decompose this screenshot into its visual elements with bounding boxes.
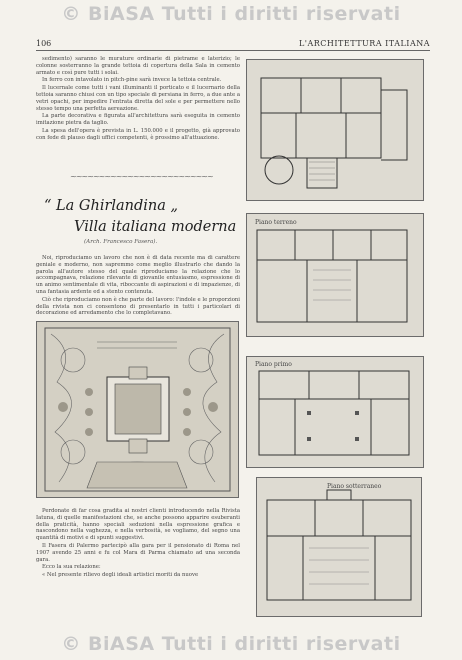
watermark-top: © BiASA Tutti i diritti riservati [61,3,401,25]
text-column-top [36,56,240,143]
plan-label: Piano primo [255,361,292,368]
text-column-bottom [36,508,240,580]
floor-plan-drawing-2 [247,214,423,336]
section-ornament: ~~~~~~~~~~~~~~~~~~~~~~~~~ [70,172,213,181]
article-title: “ La Ghirlandina „ [44,198,179,214]
article-subtitle: Villa italiana moderna [74,219,237,235]
paragraph: « Nel presente rilievo degli ideali artistici moriti da nuove [42,572,199,579]
article-byline: (Arch. Francesco Fasera). [84,239,158,245]
floor-plan-drawing-3 [247,357,423,467]
paragraph: Noi, riproduciamo un lavoro che non è di data recente ma di carattere geniale e moderno, non sapremmo come meglio illustrarlo che dando la parola all'autore stesso del quale riproduciamo la relazione che lo accompagnava, relazione rilevante di giovanile entusiasmo, espressione di un animo sentimentale di vita, riboccante di aspirazioni e di impazienze, di una fantasia ardente ed a stento contenuta. [36,255,240,295]
floor-plan-drawing-1 [247,60,423,200]
paragraph: Il Fasera di Palermo partecipò alla gara per il pensionato di Roma nel 1907 avendo 25 anni e fu col Mara di Parma chiamato ad una seconda gara. [36,542,240,563]
magazine-title: L'ARCHITETTURA ITALIANA [298,39,430,48]
page-header [36,38,430,51]
floor-plan-figure-4 [256,477,422,617]
paragraph: In ferro con intavolato in pitch-pine sarà invece la tettoia centrale. [42,77,222,84]
paragraph: Ciò che riproduciamo non è che parte del lavoro: l'indole e le proporzioni della rivista non ci consentono di presentarlo in tutti i particolari di decorazione ed arredamento che lo completavano. [36,296,240,317]
paragraph: Ecco la sua relazione: [42,564,101,571]
floor-plan-figure-2 [246,213,424,337]
plan-label: Piano sotterraneo [327,483,382,490]
paragraph: La parte decorativa e figurata all'architettura sarà eseguita in cemento imitazione pietra da taglio. [36,113,240,127]
paragraph: Perdonate di far cosa gradita ai nostri clienti introducendo nella Rivista Iatuna, di quelle manifestazioni che, se anche possono apparire esuberanti della praticità, hanno speciali seduzioni nella espressione grafica e nascondono nella vaghezza, e nella verbosità, se vogliamo, del segno una quantità di motivi e di spunti suggestivi. [36,508,240,542]
garden-plan-drawing [37,322,238,497]
page-number: 106 [36,39,52,48]
paragraph: La spesa dell'opera è prevista in L. 150.000 e il progetto, già approvato con fede di plauso dagli uffici competenti, è prossimo all'attuazione. [36,127,240,141]
text-column-middle [36,255,240,318]
floor-plan-figure-1 [246,59,424,201]
plan-label: Piano terreno [255,219,297,226]
garden-plan-figure [36,321,239,498]
paragraph: sedimento) saranno le murature ordinarie di pietrame e laterizio; le colonne sosterranno la grande tettoia di copertura della Sala in cemento armato e così pure tutti i solai. [36,56,240,76]
floor-plan-figure-3 [246,356,424,468]
watermark-bottom: © BiASA Tutti i diritti riservati [61,633,401,655]
paragraph: Il lucernale come tutti i vani illuminanti il porticato e il lucernario della tettoia saranno chiusi con un tipo speciale di persiana in ferro, a due ante a vetri opachi, per impedire l'entrata diretta del sole e per permettere nello stesso tempo una perfetta aereazione. [36,85,240,112]
floor-plan-drawing-4 [257,478,421,616]
